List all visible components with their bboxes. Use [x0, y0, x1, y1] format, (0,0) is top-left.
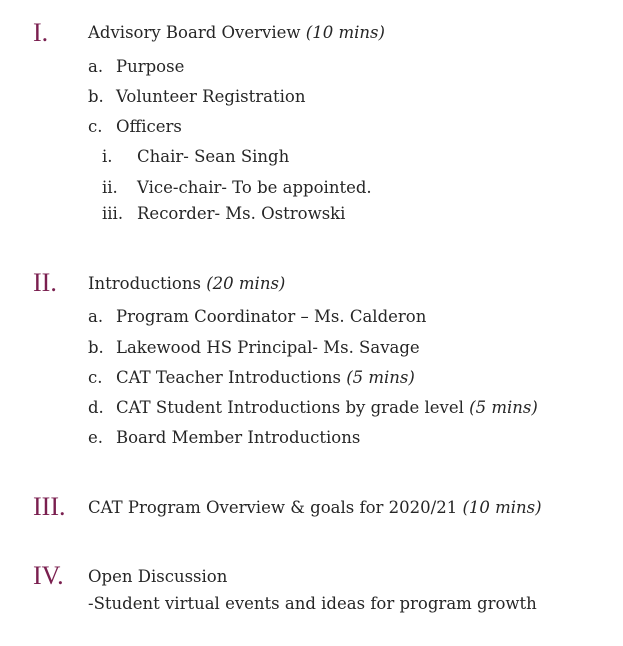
section-2-duration: (20 mins) — [206, 274, 286, 293]
section-4-numeral: IV. — [33, 561, 64, 590]
list-item — [88, 307, 426, 327]
list-item — [88, 87, 305, 107]
list-item — [88, 338, 420, 358]
subitem-label: i. — [102, 147, 113, 166]
section-1-title: Advisory Board Overview — [88, 23, 301, 42]
list-item — [88, 57, 184, 77]
section-3-title: CAT Program Overview & goals for 2020/21 — [88, 498, 458, 517]
section-3-numeral: III. — [33, 492, 66, 521]
item-text: CAT Student Introductions by grade level — [116, 398, 464, 417]
section-1-heading — [88, 23, 385, 43]
list-item — [88, 368, 415, 388]
section-1-numeral: I. — [33, 18, 49, 47]
item-label: c. — [88, 368, 103, 387]
list-item — [88, 428, 360, 448]
item-label: b. — [88, 87, 104, 106]
item-text: Board Member Introductions — [116, 428, 361, 447]
section-4-title: Open Discussion — [88, 567, 228, 586]
item-text: CAT Teacher Introductions — [116, 368, 341, 387]
item-label: b. — [88, 338, 104, 357]
section-2-heading — [88, 274, 285, 294]
section-1-duration: (10 mins) — [305, 23, 385, 42]
item-duration: (5 mins) — [346, 368, 415, 387]
item-label: a. — [88, 307, 104, 326]
section-2-title: Introductions — [88, 274, 201, 293]
item-text: Volunteer Registration — [116, 87, 306, 106]
item-label: c. — [88, 117, 103, 136]
item-label: d. — [88, 398, 104, 417]
section-3-duration: (10 mins) — [462, 498, 542, 517]
sub-list-item — [102, 178, 372, 198]
item-text: Lakewood HS Principal- Ms. Savage — [116, 338, 420, 357]
item-text: Purpose — [116, 57, 185, 76]
list-item — [88, 117, 182, 137]
subitem-text: Vice-chair- To be appointed. — [137, 178, 372, 197]
subitem-label: iii. — [102, 204, 124, 223]
section-2-numeral: II. — [33, 268, 57, 297]
list-item — [88, 398, 538, 418]
item-text: Program Coordinator – Ms. Calderon — [116, 307, 427, 326]
subitem-label: ii. — [102, 178, 118, 197]
item-text: Officers — [116, 117, 182, 136]
section-4-note: -Student virtual events and ideas for program growth — [88, 594, 537, 613]
sub-list-item — [102, 204, 345, 224]
item-label: a. — [88, 57, 104, 76]
item-duration: (5 mins) — [469, 398, 538, 417]
item-label: e. — [88, 428, 104, 447]
subitem-text: Chair- Sean Singh — [137, 147, 290, 166]
section-3-heading — [88, 498, 542, 518]
sub-list-item — [102, 147, 289, 167]
subitem-text: Recorder- Ms. Ostrowski — [137, 204, 346, 223]
